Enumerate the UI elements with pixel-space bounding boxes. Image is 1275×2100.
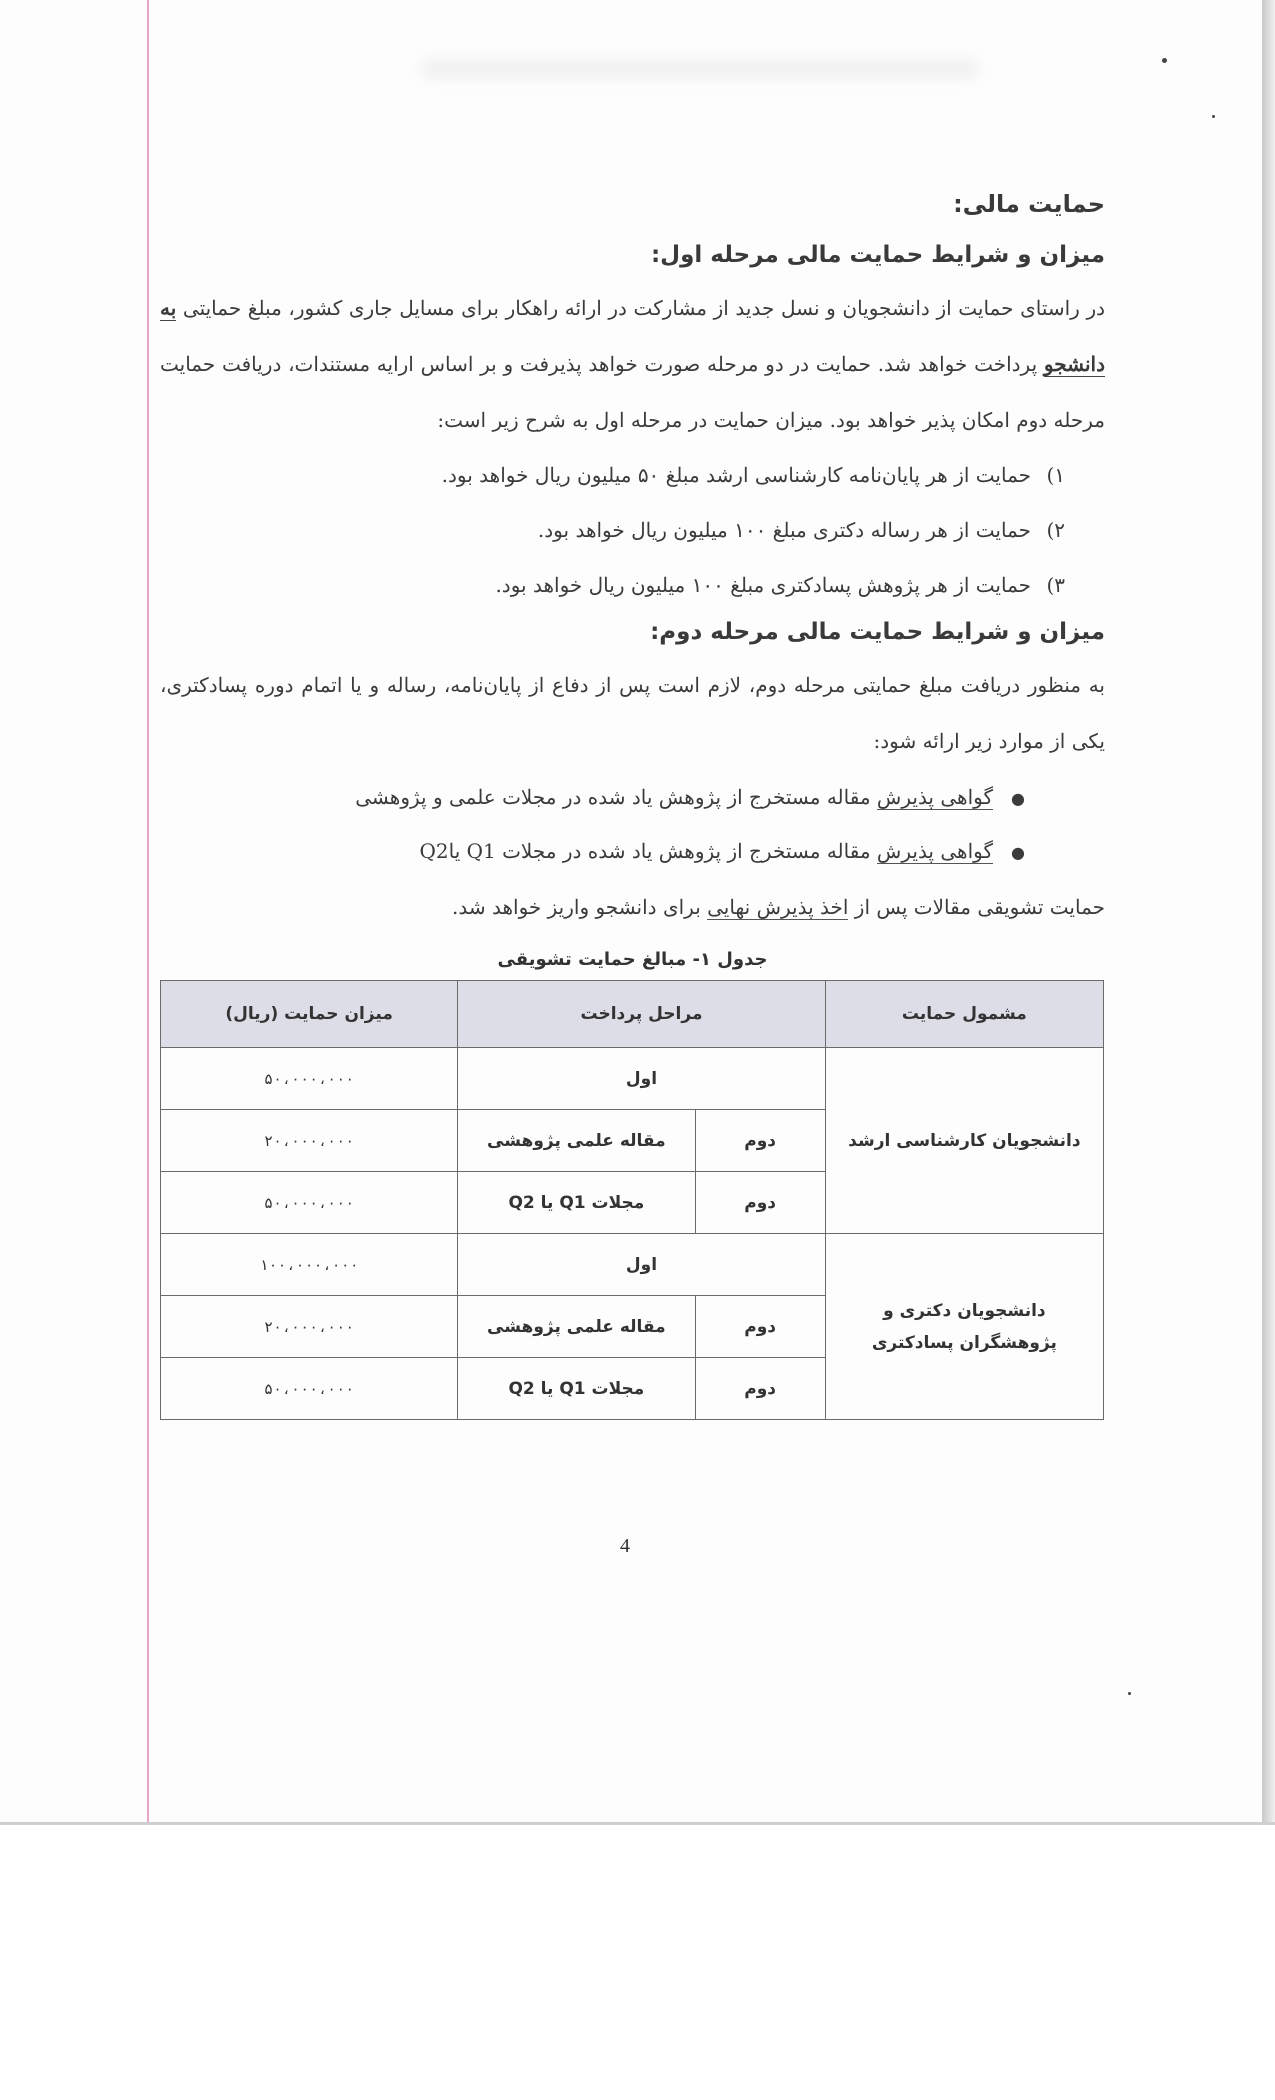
page-bottom-edge: [0, 1822, 1275, 1825]
list-item-text: حمایت از هر پژوهش پسادکتری مبلغ ۱۰۰ میلیون ریال خواهد بود.: [495, 573, 1031, 597]
scan-speck: [1128, 1692, 1131, 1695]
list-item-number: ۲): [1046, 518, 1065, 542]
amount-cell: ۵۰،۰۰۰،۰۰۰: [161, 1048, 458, 1110]
eligibility-cell: دانشجویان کارشناسی ارشد: [825, 1048, 1103, 1234]
stage-cell: دوم: [695, 1358, 825, 1420]
scan-smudge: [420, 58, 980, 80]
substage-cell: مجلات Q1 یا Q2: [458, 1358, 695, 1420]
support-table: [160, 980, 1104, 1420]
scan-speck: [1212, 115, 1215, 118]
document-body: [160, 190, 1105, 1420]
list-item-number: ۳): [1046, 573, 1065, 597]
phase1-title: میزان و شرایط حمایت مالی مرحله اول:: [650, 242, 1105, 268]
phase2-bullets: [160, 771, 1105, 879]
amount-cell: ۵۰،۰۰۰،۰۰۰: [161, 1358, 458, 1420]
page-edge-shadow: [1262, 0, 1275, 1822]
header-eligibility: مشمول حمایت: [825, 981, 1103, 1048]
header-amount: میزان حمایت (ریال): [161, 981, 458, 1048]
scan-speck: [1162, 58, 1167, 63]
phase1-list: [160, 448, 1105, 613]
list-item-text: حمایت از هر رساله دکتری مبلغ ۱۰۰ میلیون ریال خواهد بود.: [537, 518, 1031, 542]
phase2-title: میزان و شرایط حمایت مالی مرحله دوم:: [650, 619, 1105, 645]
substage-cell: مقاله علمی پژوهشی: [458, 1296, 695, 1358]
stage-cell: اول: [458, 1234, 826, 1296]
stage-cell: دوم: [695, 1172, 825, 1234]
phase1-intro: [160, 280, 1105, 448]
stage-cell: دوم: [695, 1110, 825, 1172]
substage-cell: مقاله علمی پژوهشی: [458, 1110, 695, 1172]
bullet-prefix: گواهی پذیرش: [876, 785, 993, 809]
substage-cell: مجلات Q1 یا Q2: [458, 1172, 695, 1234]
header-stages: مراحل پرداخت: [458, 981, 826, 1048]
list-item: [160, 503, 1065, 558]
list-item-number: ۱): [1046, 463, 1065, 487]
page-number: 4: [620, 1535, 630, 1557]
phase1-intro-text: در راستای حمایت از دانشجویان و نسل جدید از مشارکت در ارائه راهکار برای مسایل جاری کشور، مبلغ حمایتی: [182, 296, 1106, 320]
bullet-item: [160, 825, 1025, 879]
bullet-text: مقاله مستخرج از پژوهش یاد شده در مجلات Q1 یاQ2: [419, 839, 877, 863]
phase1-intro-emphasis: به دانشجو: [160, 296, 1105, 376]
bullet-prefix: گواهی پذیرش: [876, 839, 993, 863]
table-row: [161, 1234, 1104, 1296]
section-heading: حمایت مالی:: [953, 190, 1105, 218]
list-item-text: حمایت از هر پایان‌نامه کارشناسی ارشد مبلغ ۵۰ میلیون ریال خواهد بود.: [441, 463, 1031, 487]
list-item: [160, 558, 1065, 613]
amount-cell: ۲۰،۰۰۰،۰۰۰: [161, 1110, 458, 1172]
amount-cell: ۲۰،۰۰۰،۰۰۰: [161, 1296, 458, 1358]
phase2-intro: به منظور دریافت مبلغ حمایتی مرحله دوم، لازم است پس از دفاع از پایان‌نامه، رساله و یا اتمام دوره پسادکتری، یکی از موارد زیر ارائه شود:: [160, 673, 1106, 753]
phase1-intro-text-cont: پرداخت خواهد شد. حمایت در دو مرحله صورت خواهد پذیرفت و بر اساس ارایه مستندات، دریافت حمایت مرحله دوم امکان پذیر خواهد بود. میزان حمایت در مرحله اول به شرح زیر است:: [160, 352, 1105, 432]
phase2-note: [160, 879, 1105, 935]
bullet-item: [160, 771, 1025, 825]
table-row: [161, 1048, 1104, 1110]
stage-cell: دوم: [695, 1296, 825, 1358]
eligibility-cell: دانشجویان دکتری و پژوهشگران پسادکتری: [825, 1234, 1103, 1420]
bullet-icon: ●: [1011, 843, 1025, 862]
bullet-text: مقاله مستخرج از پژوهش یاد شده در مجلات علمی و پژوهشی: [355, 785, 877, 809]
table-header-row: [161, 981, 1104, 1048]
table-caption: جدول ۱- مبالغ حمایت تشویقی: [497, 949, 768, 970]
amount-cell: ۵۰،۰۰۰،۰۰۰: [161, 1172, 458, 1234]
bullet-icon: ●: [1011, 789, 1025, 808]
note-emphasis: اخذ پذیرش نهایی: [707, 895, 849, 919]
note-text: حمایت تشویقی مقالات پس از: [848, 895, 1105, 919]
margin-line: [147, 0, 149, 1822]
list-item: [160, 448, 1065, 503]
stage-cell: اول: [458, 1048, 826, 1110]
amount-cell: ۱۰۰،۰۰۰،۰۰۰: [161, 1234, 458, 1296]
note-text-cont: برای دانشجو واریز خواهد شد.: [452, 895, 708, 919]
